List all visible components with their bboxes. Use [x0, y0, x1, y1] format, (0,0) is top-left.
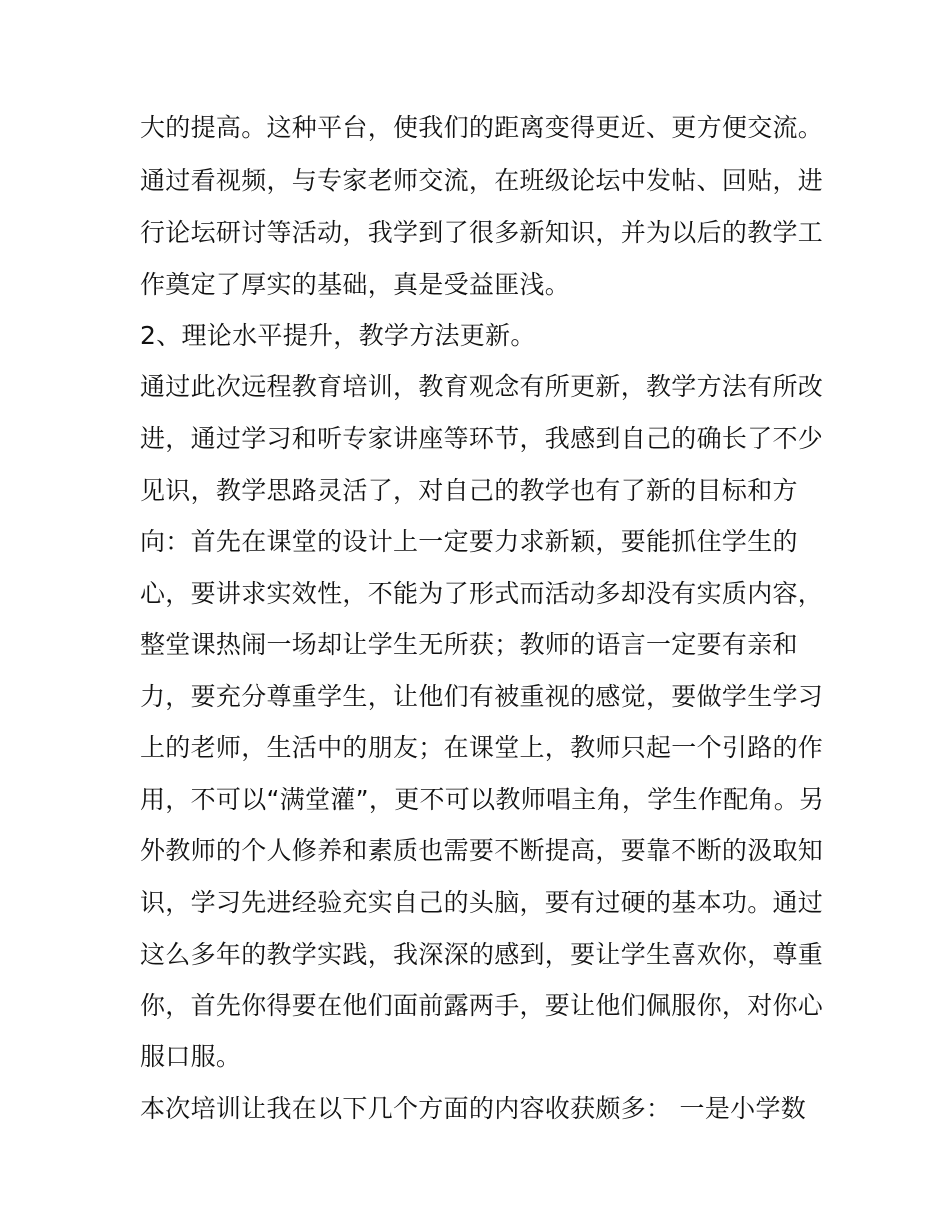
text-line: 向：首先在课堂的设计上一定要力求新颖，要能抓住学生的: [140, 527, 798, 556]
text-line: 整堂课热闹一场却让学生无所获；教师的语言一定要有亲和: [140, 630, 798, 659]
text-line: 作奠定了厚实的基础，真是受益匪浅。: [140, 270, 571, 299]
text-line: 大的提高。这种平台，使我们的距离变得更近、更方便交流。: [140, 113, 824, 142]
text-line: 用，不可以“满堂灌”，更不可以教师唱主角，学生作配角。另: [140, 785, 825, 814]
text-line: 行论坛研讨等活动，我学到了很多新知识，并为以后的教学工: [140, 218, 824, 247]
text-line: 服口服。: [140, 1042, 242, 1071]
text-line: 力，要充分尊重学生，让他们有被重视的感觉，要做学生学习: [140, 682, 824, 711]
text-line: 这么多年的教学实践，我深深的感到，要让学生喜欢你，尊重: [140, 940, 824, 969]
text-line: 本次培训让我在以下几个方面的内容收获颇多： 一是小学数: [140, 1094, 807, 1123]
text-line: 你，首先你得要在他们面前露两手，要让他们佩服你，对你心: [140, 991, 824, 1020]
text-line: 见识，教学思路灵活了，对自己的教学也有了新的目标和方: [140, 476, 798, 505]
text-line: 识，学习先进经验充实自己的头脑，要有过硬的基本功。通过: [140, 888, 824, 917]
text-line: 上的老师，生活中的朋友；在课堂上，教师只起一个引路的作: [140, 733, 824, 762]
text-line: 通过此次远程教育培训，教育观念有所更新，教学方法有所改: [140, 372, 824, 401]
section-heading: 2、理论水平提升，教学方法更新。: [140, 321, 536, 350]
text-line: 进，通过学习和听专家讲座等环节，我感到自己的确长了不少: [140, 424, 824, 453]
text-line: 外教师的个人修养和素质也需要不断提高，要靠不断的汲取知: [140, 836, 824, 865]
text-line: 心，要讲求实效性，不能为了形式而活动多却没有实质内容，: [140, 579, 824, 608]
text-line: 通过看视频，与专家老师交流，在班级论坛中发帖、回贴，进: [140, 166, 824, 195]
